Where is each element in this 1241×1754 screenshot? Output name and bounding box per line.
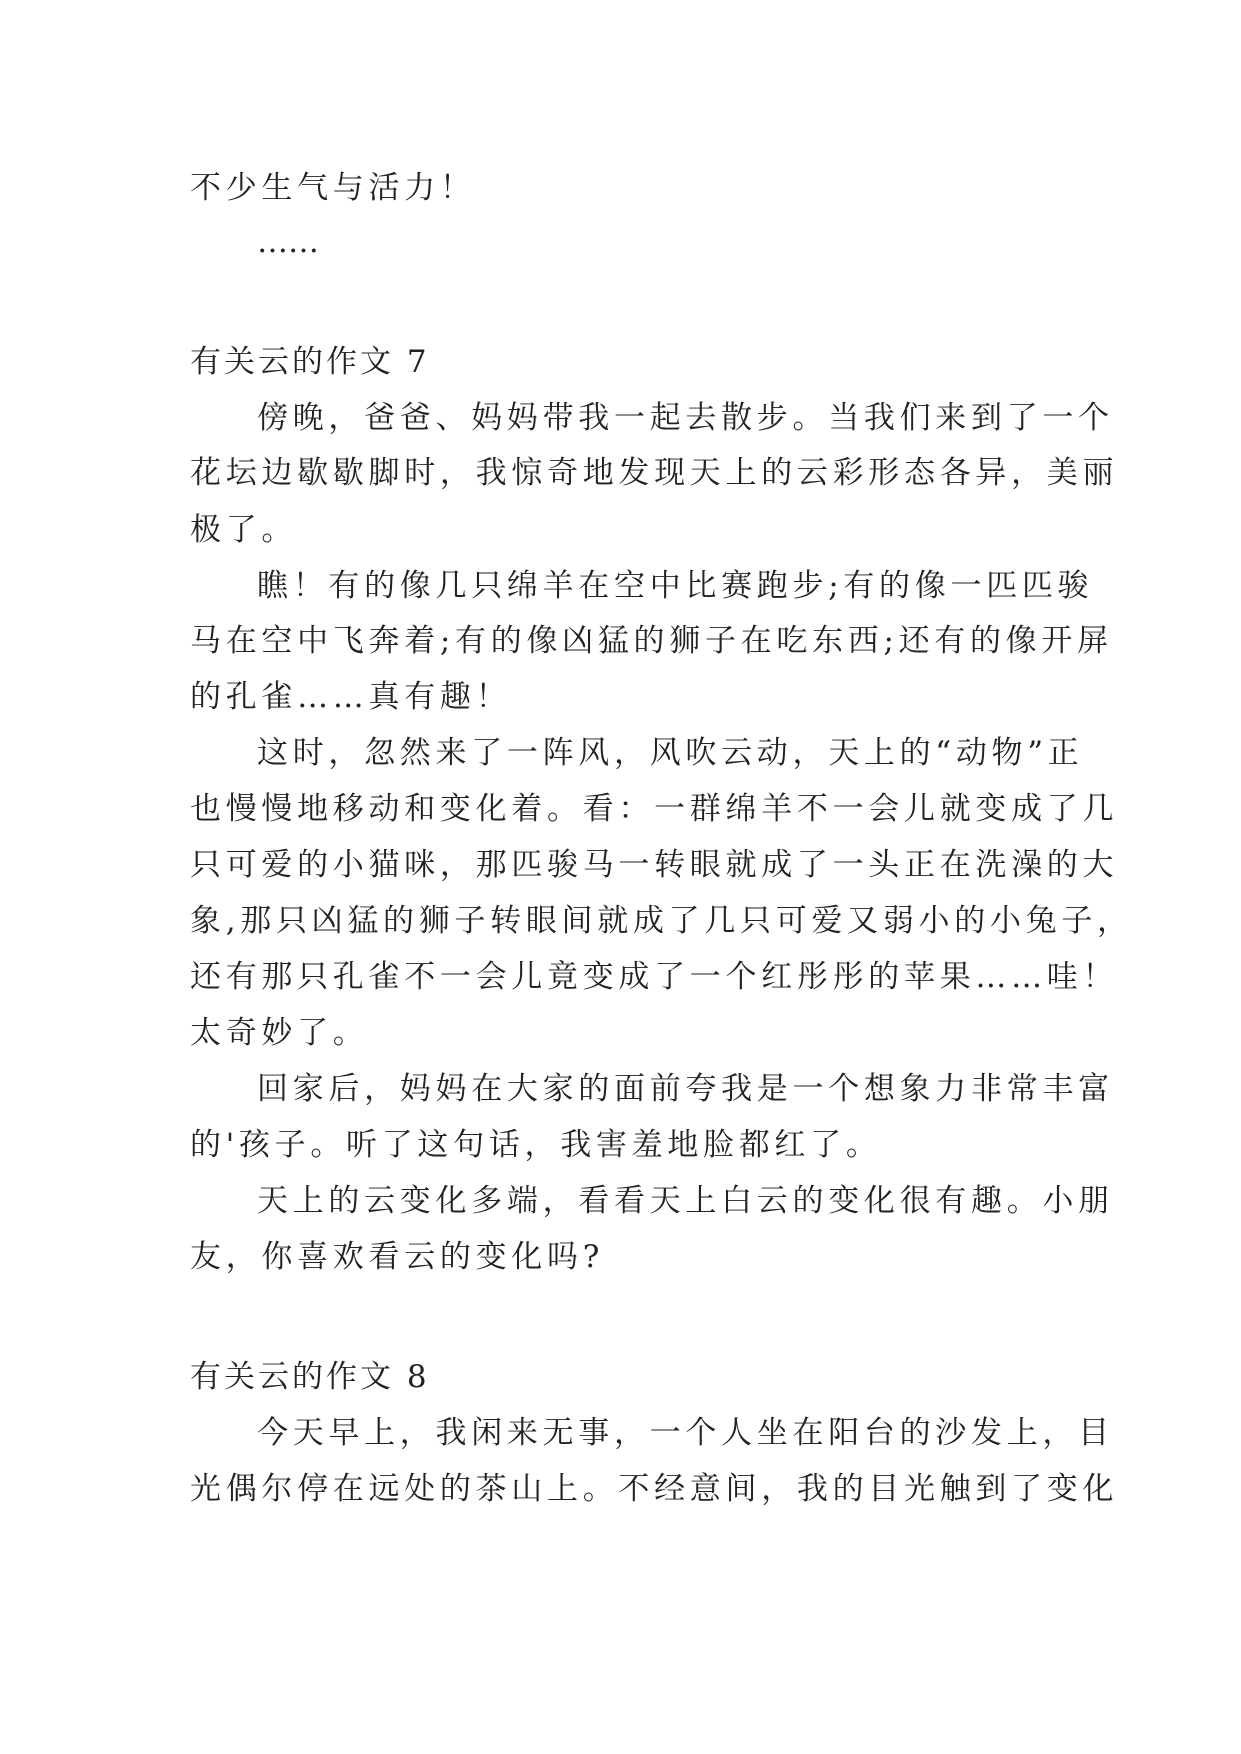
text-line: 瞧！有的像几只绵羊在空中比赛跑步;有的像一匹匹骏 bbox=[257, 568, 1094, 604]
text-line: 天上的云变化多端，看看天上白云的变化很有趣。小朋 bbox=[257, 1183, 1114, 1219]
text-line: 的'孩子。听了这句话，我害羞地脸都红了。 bbox=[190, 1127, 882, 1163]
text-line: 傍晚，爸爸、妈妈带我一起去散步。当我们来到了一个 bbox=[257, 400, 1114, 436]
text-line: 光偶尔停在远处的茶山上。不经意间，我的目光触到了变化 bbox=[190, 1471, 1119, 1507]
text-line: 花坛边歇歇脚时，我惊奇地发现天上的云彩形态各异，美丽 bbox=[190, 455, 1119, 491]
text-line: …… bbox=[257, 224, 319, 260]
text-line: 太奇妙了。 bbox=[190, 1015, 369, 1051]
text-line: 友，你喜欢看云的变化吗? bbox=[190, 1239, 605, 1275]
text-line: 的孔雀……真有趣！ bbox=[190, 679, 512, 715]
text-line: 今天早上，我闲来无事，一个人坐在阳台的沙发上，目 bbox=[257, 1415, 1114, 1451]
section-heading: 有关云的作文 8 bbox=[190, 1359, 430, 1395]
text-line: 马在空中飞奔着;有的像凶猛的狮子在吃东西;还有的像开屏 bbox=[190, 623, 1113, 659]
text-line: 不少生气与活力！ bbox=[190, 170, 476, 206]
text-line: 也慢慢地移动和变化着。看：一群绵羊不一会儿就变成了几 bbox=[190, 791, 1119, 827]
text-line: 这时，忽然来了一阵风，风吹云动，天上的“动物”正 bbox=[257, 735, 1084, 771]
section-heading: 有关云的作文 7 bbox=[190, 344, 430, 380]
text-line: 回家后，妈妈在大家的面前夸我是一个想象力非常丰富 bbox=[257, 1071, 1114, 1107]
text-line: 极了。 bbox=[190, 512, 298, 548]
text-line: 只可爱的小猫咪，那匹骏马一转眼就成了一头正在洗澡的大 bbox=[190, 847, 1119, 883]
text-line: 象,那只凶猛的狮子转眼间就成了几只可爱又弱小的小兔子， bbox=[190, 903, 1133, 939]
text-line: 还有那只孔雀不一会儿竟变成了一个红彤彤的苹果……哇！ bbox=[190, 959, 1119, 995]
